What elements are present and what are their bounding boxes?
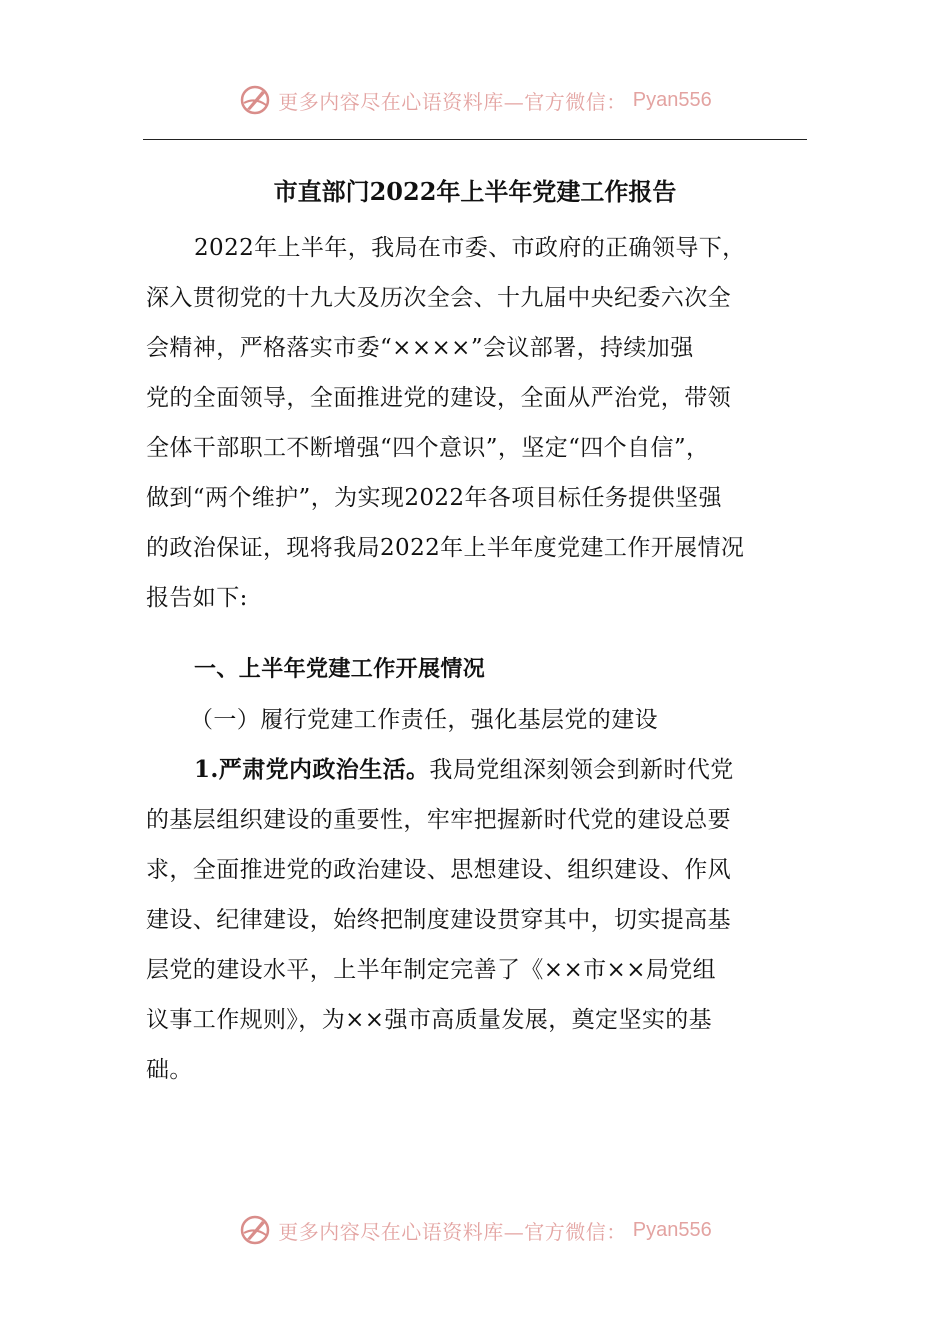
text-line: 全体干部职工不断增强“四个意识”，坚定“四个自信”， — [146, 435, 710, 461]
text-line: 础。 — [146, 1057, 193, 1083]
watermark-wechat-id: Pyan556 — [632, 1218, 712, 1241]
text-line: 的政治保证，现将我局2022年上半年度党建工作开展情况 — [146, 535, 745, 561]
text-line: 层党的建设水平，上半年制定完善了《××市××局党组 — [146, 957, 717, 983]
text-line: 求，全面推进党的政治建设、思想建设、组织建设、作风 — [146, 857, 731, 883]
item1-paragraph — [146, 745, 796, 1095]
text-line: 议事工作规则》，为××强市高质量发展，奠定坚实的基 — [146, 1007, 713, 1033]
document-title: 市直部门2022年上半年党建工作报告 — [273, 177, 677, 206]
item1-first-line — [146, 745, 796, 795]
text-line: 做到“两个维护”，为实现2022年各项目标任务提供坚强 — [146, 485, 722, 511]
footer-watermark — [0, 1208, 950, 1252]
header-watermark — [0, 78, 950, 122]
watermark-wechat-id: Pyan556 — [632, 88, 712, 111]
text-line: 党的全面领导，全面推进党的建设，全面从严治党，带领 — [146, 385, 731, 411]
quill-logo-icon — [238, 83, 272, 117]
text-line: 深入贯彻党的十九大及历次全会、十九届中央纪委六次全 — [146, 285, 731, 311]
text-line: 的基层组织建设的重要性，牢牢把握新时代党的建设总要 — [146, 807, 731, 833]
item1-first-line-text: 我局党组深刻领会到新时代党 — [429, 757, 734, 783]
watermark-text: 更多内容尽在心语资料库—官方微信： — [278, 89, 627, 114]
section-heading-block — [146, 645, 796, 745]
text-line: 报告如下: — [146, 585, 248, 611]
text-line: 2022年上半年，我局在市委、市政府的正确领导下， — [194, 235, 746, 261]
intro-paragraph — [146, 223, 796, 623]
text-line: 会精神，严格落实市委“××××”会议部署，持续加强 — [146, 335, 694, 361]
header-rule — [143, 139, 807, 140]
text-line: 建设、纪律建设，始终把制度建设贯穿其中，切实提高基 — [146, 907, 731, 933]
watermark-text: 更多内容尽在心语资料库—官方微信： — [278, 1219, 627, 1244]
item1-lead: 1.严肃党内政治生活。 — [194, 756, 430, 783]
section-heading: 一、上半年党建工作开展情况 — [194, 657, 486, 682]
quill-logo-icon — [238, 1213, 272, 1247]
subsection-heading: （一）履行党建工作责任，强化基层党的建设 — [190, 707, 658, 733]
